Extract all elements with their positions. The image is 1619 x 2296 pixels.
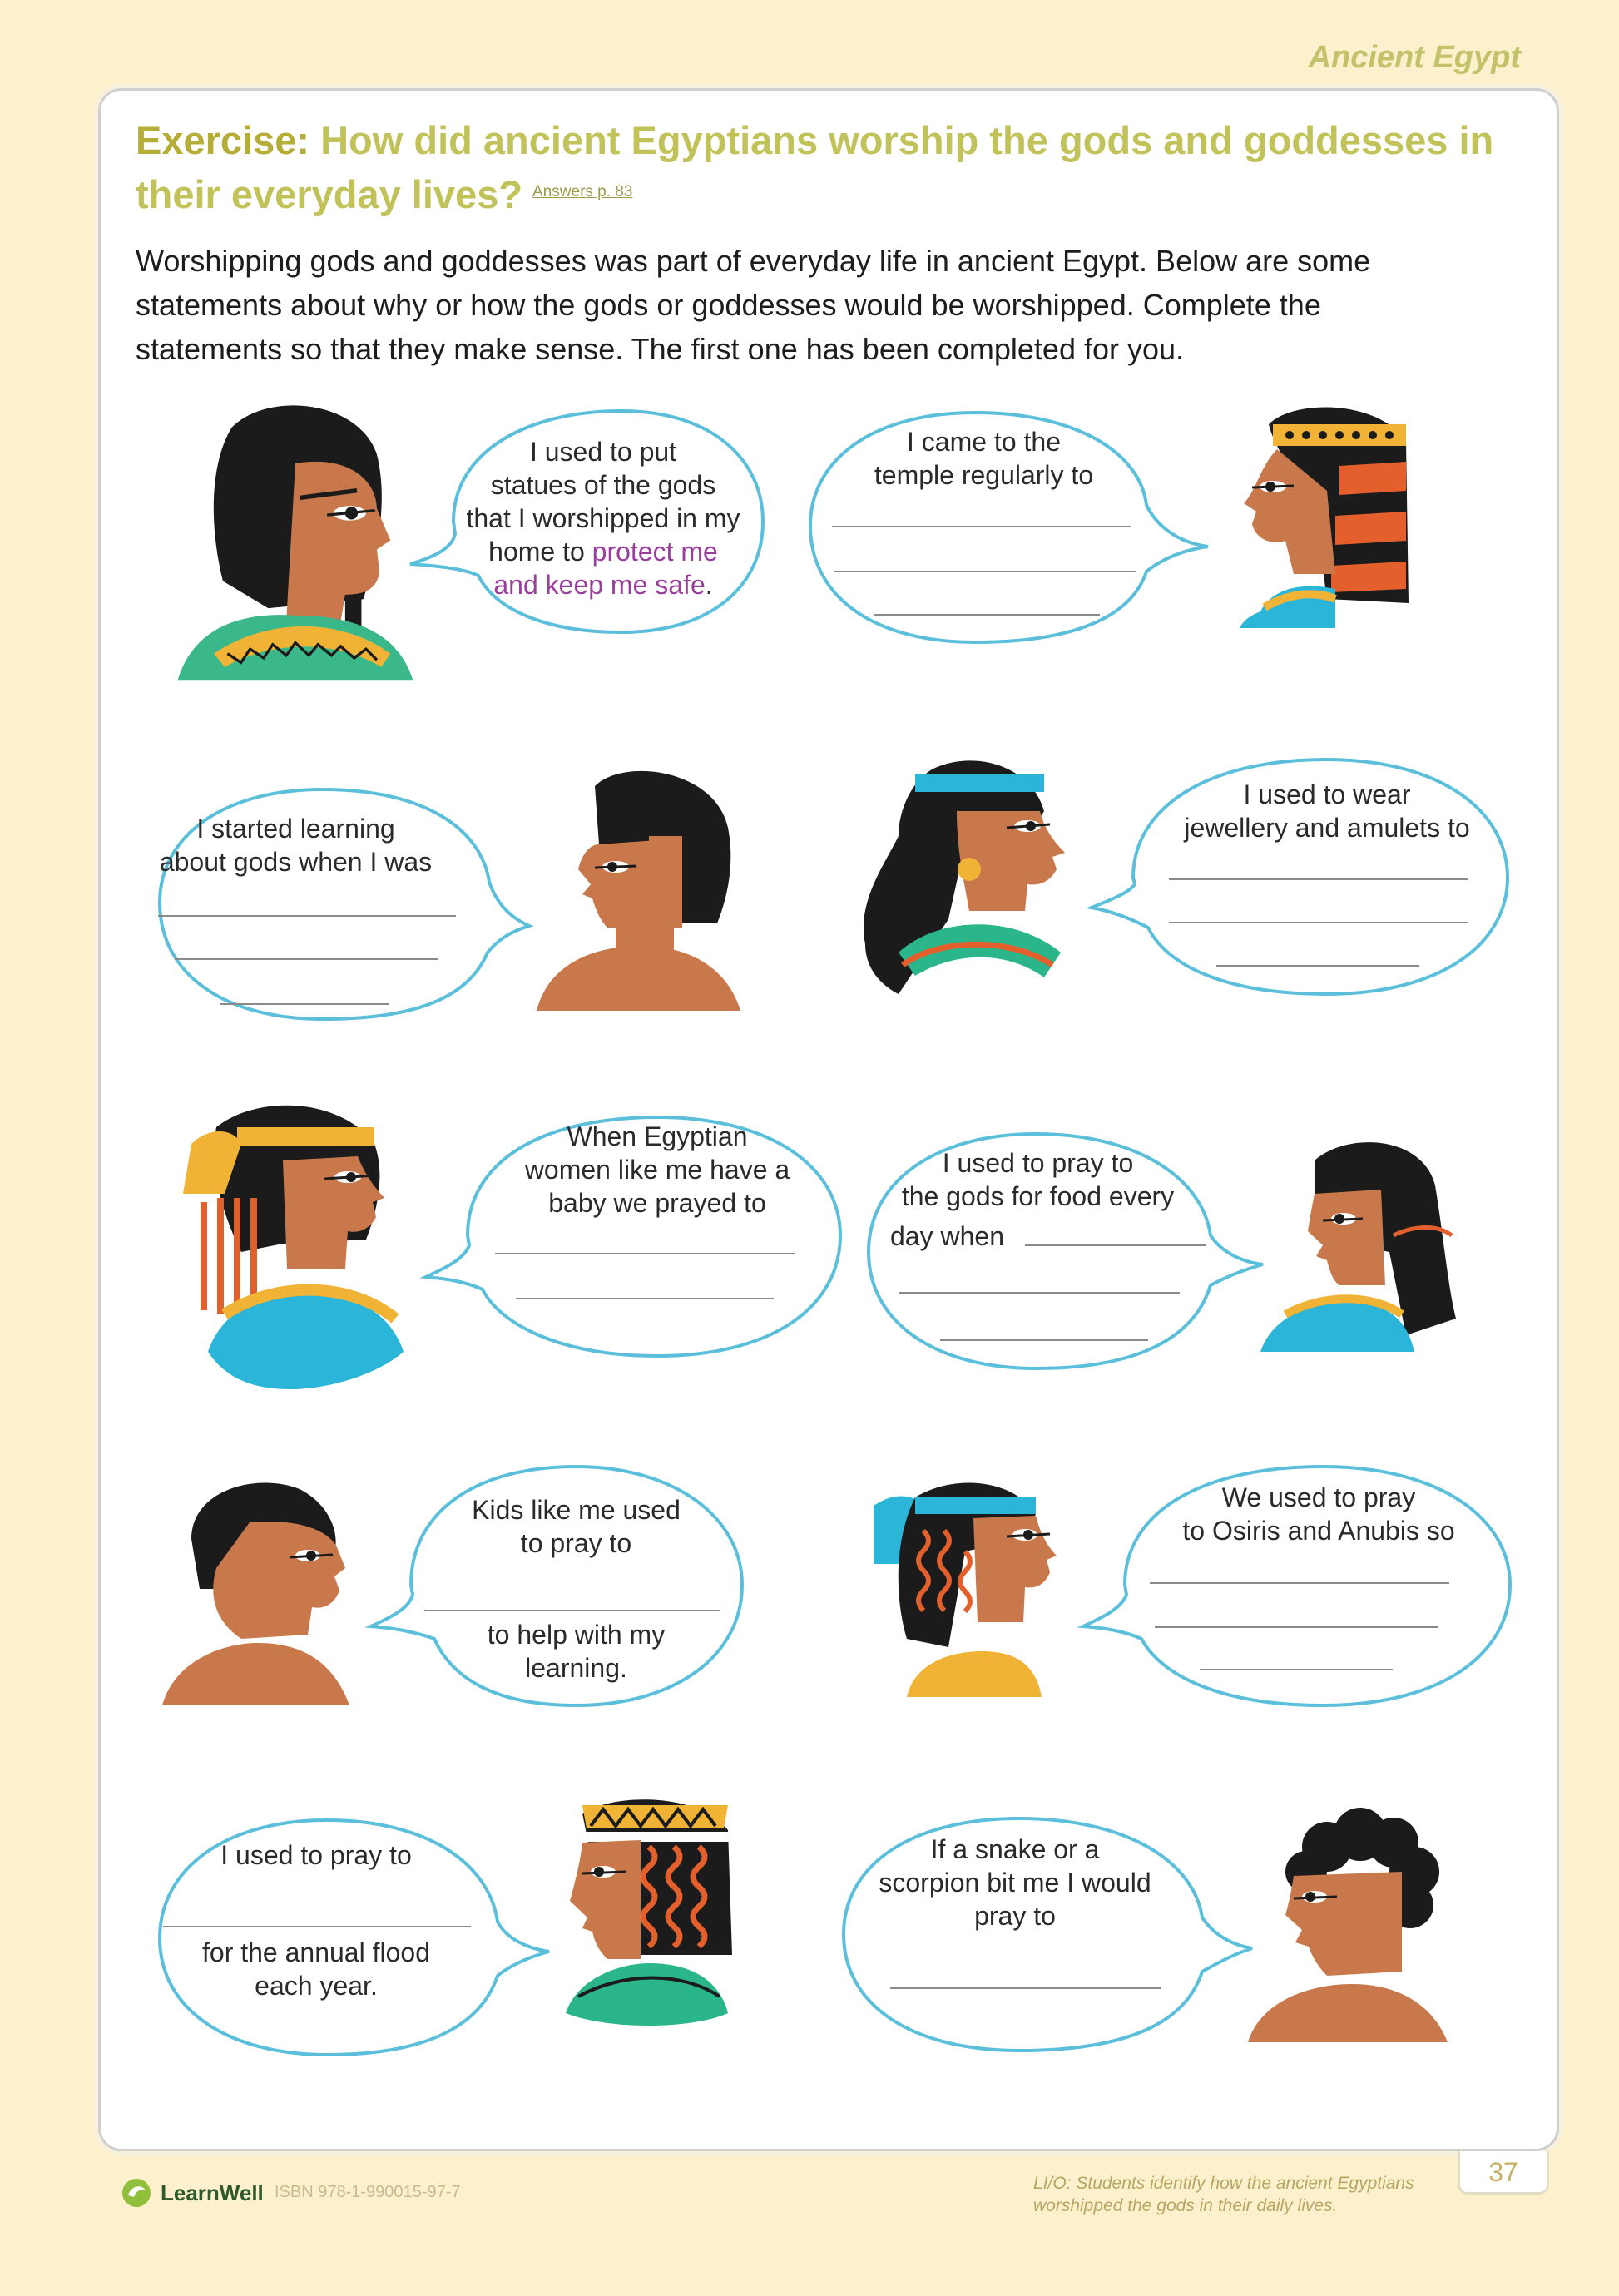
answer-line-4c[interactable] [1216,965,1419,967]
bubble-9-line-3: each year. [255,1971,378,2001]
egyptian-boy-portrait-2 [158,1472,366,1714]
bubble-1-answer-b: and keep me safe [493,570,706,600]
answer-line-2b[interactable] [834,571,1136,572]
answer-line-10a[interactable] [890,1987,1161,1989]
bubble-1-line-5b: . [705,570,713,600]
bubble-5-line-1: When Egyptian [567,1121,748,1151]
bubble-1-line-2: statues of the gods [490,470,716,500]
egyptian-boy-portrait-1 [532,761,740,1011]
egyptian-woman-portrait-3 [158,1094,416,1393]
bubble-9-text-top [166,1838,466,1872]
answer-line-2a[interactable] [832,526,1131,527]
answer-line-8c[interactable] [1200,1669,1393,1670]
bubble-5-line-2: women like me have a [524,1155,790,1185]
bubble-1-text [441,435,765,601]
bubble-7-line-3: to help with my [487,1620,666,1650]
egyptian-man-portrait-3 [532,1789,757,2030]
section-title: Ancient Egypt [1308,40,1521,75]
egyptian-boy-portrait-3 [1244,1805,1460,2046]
egyptian-girl-portrait [1256,1127,1460,1360]
bubble-2-text [828,425,1140,492]
learnwell-logo-icon [121,2177,152,2209]
bubble-6-line-3: day when [890,1221,1004,1251]
bubble-6-line-2: the gods for food every [901,1181,1175,1211]
bubble-10-line-3: pray to [974,1901,1056,1931]
learnwell-brand: LearnWell [161,2180,264,2205]
bubble-7-line-4: learning. [525,1653,627,1683]
answer-line-2c[interactable] [874,614,1100,616]
bubble-5-text [483,1120,832,1220]
bubble-5-line-3: baby we prayed to [548,1188,766,1218]
egyptian-woman-portrait-1 [1227,399,1418,657]
bubble-6-line-1: I used to pray to [942,1148,1134,1178]
bubble-4-line-2: jewellery and amulets to [1184,813,1470,843]
exercise-question: How did ancient Egyptians worship the gods and goddesses in their everyday lives? [136,118,1494,216]
answer-line-9a[interactable] [163,1926,471,1927]
bubble-9-text-bottom [166,1936,466,2002]
answer-line-8b[interactable] [1155,1626,1438,1628]
exercise-title [136,115,1517,220]
answer-line-8a[interactable] [1150,1582,1449,1584]
bubble-3-text [148,812,443,878]
bubble-7-line-2: to pray to [520,1528,632,1558]
bubble-9-line-1: I used to pray to [220,1840,412,1870]
bubble-8-line-1: We used to pray [1221,1482,1416,1512]
bubble-7-text-bottom [424,1618,728,1685]
answer-line-5b[interactable] [516,1298,774,1299]
learnwell-logo [121,2177,264,2209]
answer-line-3a[interactable] [158,915,456,917]
bubble-2-line-2: temple regularly to [874,460,1094,490]
isbn: ISBN 978-1-990015-97-7 [275,2183,461,2201]
page-number: 37 [1458,2151,1549,2195]
bubble-8-text [1140,1481,1498,1547]
bubble-9-line-2: for the annual flood [202,1937,430,1967]
answer-line-3b[interactable] [175,958,438,960]
bubble-4-line-1: I used to wear [1243,779,1411,809]
answer-line-6a[interactable] [1025,1244,1206,1246]
bubble-1-line-3: that I worshipped in my [466,503,740,533]
bubble-7-line-1: Kids like me used [472,1495,681,1525]
bubble-1-line-1: I used to put [529,437,677,467]
egyptian-man-portrait-2 [849,1472,1082,1705]
bubble-1-line-4a: home to [488,537,592,567]
egyptian-man-portrait [158,391,433,699]
exercise-label: Exercise: [136,118,310,162]
bubble-8-line-2: to Osiris and Anubis so [1182,1516,1455,1546]
answer-line-4a[interactable] [1169,878,1468,880]
exercise-intro: Worshipping gods and goddesses was part of everyday life in ancient Egypt. Below are some statements about why or how the gods or goddesses would be worshipped. Complete the statements so that they make sense. The first one has been completed for you. [136,244,1371,366]
bubble-1-answer-a: protect me [592,537,718,567]
answer-line-7a[interactable] [424,1610,720,1611]
answer-line-6c[interactable] [940,1339,1148,1341]
answer-line-4b[interactable] [1169,922,1468,923]
bubble-3-line-2: about gods when I was [159,847,433,877]
bubble-7-text-top [424,1493,728,1560]
answer-line-3c[interactable] [220,1003,389,1005]
bubble-6-text [882,1146,1194,1213]
learning-objective: LI/O: Students identify how the ancient Egyptians worshipped the gods in their daily lives. [1033,2174,1414,2215]
answer-line-5a[interactable] [495,1253,795,1254]
answer-line-6b[interactable] [899,1292,1180,1294]
bubble-4-text [1152,778,1502,844]
bubble-10-line-2: scorpion bit me I would [879,1868,1151,1898]
egyptian-woman-portrait-2 [832,753,1090,1011]
bubble-3-line-1: I started learning [196,814,395,844]
bubble-2-line-1: I came to the [907,427,1061,457]
bubble-10-text [857,1833,1173,1932]
answers-link[interactable]: Answers p. 83 [532,183,633,200]
bubble-10-line-1: If a snake or a [930,1834,1100,1864]
